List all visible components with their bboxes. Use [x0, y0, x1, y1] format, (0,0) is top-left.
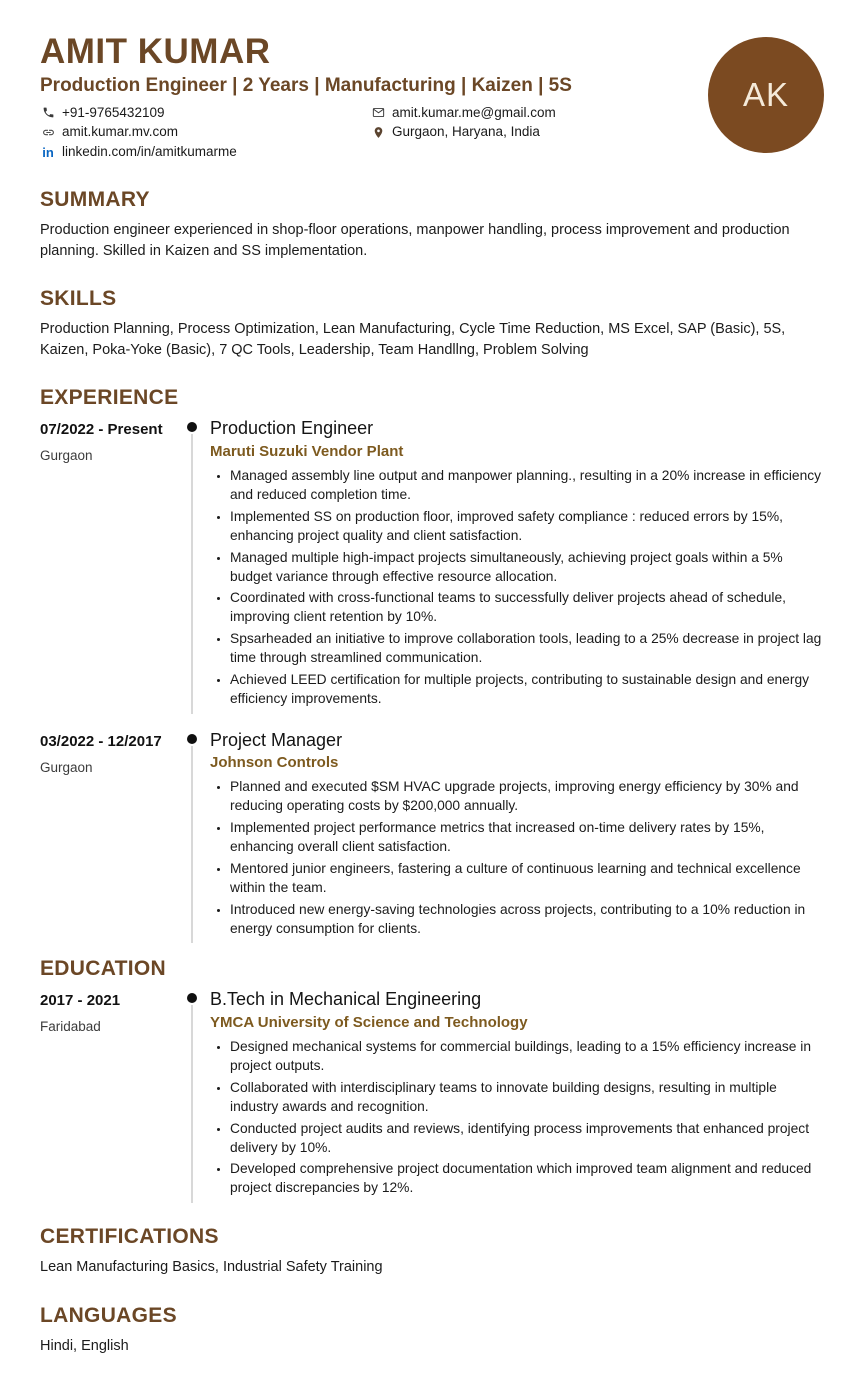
avatar-initials: AK: [742, 76, 790, 113]
section-education: [0, 957, 864, 1207]
timeline: [182, 730, 204, 942]
contacts-column-left: [40, 105, 370, 165]
education-entries: [40, 989, 824, 1207]
person-name: AMIT KUMAR: [40, 32, 271, 71]
section-certifications: [0, 1225, 864, 1278]
experience-entry: [40, 730, 824, 948]
contact-info: [40, 105, 708, 165]
contact-linkedin-text: linkedin.com/in/amitkumarme: [62, 144, 237, 160]
entry-meta: [40, 418, 182, 711]
experience-entry: [40, 418, 824, 729]
bullet: • Introduced new energy-saving technologies across projects, contributing to a 10% reduction in energy consumption for clients.: [230, 901, 824, 939]
skills-heading: SKILLS: [40, 287, 117, 311]
contact-phone-text: +91-9765432109: [62, 104, 165, 120]
contact-location: [370, 124, 708, 141]
job-bullets: [210, 778, 824, 938]
timeline-line: [191, 434, 193, 713]
experience-heading: EXPERIENCE: [40, 386, 179, 410]
timeline-dot: [187, 422, 197, 432]
bullet: • Implemented project performance metrics that increased on-time delivery rates by 15%, enhancing overall client satisfaction.: [230, 819, 824, 857]
contacts-column-right: [370, 105, 708, 165]
entry-body: [204, 418, 824, 711]
company-name: Maruti Suzuki Vendor Plant: [210, 443, 404, 461]
bullet: • Collaborated with interdisciplinary teams to innovate building designs, resulting in multiple industry awards and recognition.: [230, 1079, 824, 1117]
timeline: [182, 418, 204, 711]
timeline-line: [191, 746, 193, 944]
section-summary: [0, 188, 864, 261]
bullet: • Achieved LEED certification for multiple projects, contributing to sustainable design and energy efficiency improvements.: [230, 671, 824, 709]
contact-website-text: amit.kumar.mv.com: [62, 124, 179, 140]
section-experience: [0, 386, 864, 947]
bullet: • Managed assembly line output and manpower planning., resulting in a 20% increase in efficiency and reduced completion time.: [230, 467, 824, 505]
bullet: • Developed comprehensive project documentation which improved team alignment and reduced project discrepancies by 12%.: [230, 1160, 824, 1198]
contact-location-text: Gurgaon, Haryana, India: [392, 124, 540, 140]
bullet: • Coordinated with cross-functional teams to successfully deliver projects ahead of schedule, improving client retention by 10%.: [230, 589, 824, 627]
bullet: • Mentored junior engineers, fastering a culture of continuous learning and technical excellence within the team.: [230, 860, 824, 898]
bullet: • Implemented SS on production floor, improved safety compliance : reduced errors by 15%, enhancing project quality and client satisfaction.: [230, 508, 824, 546]
timeline-line: [191, 1005, 193, 1203]
entry-location: Faridabad: [40, 1019, 101, 1035]
entry-meta: [40, 730, 182, 942]
entry-body: [204, 730, 824, 942]
contact-website[interactable]: [40, 124, 370, 141]
entry-body: [204, 989, 824, 1201]
entry-dates: 07/2022 - Present: [40, 421, 163, 439]
degree-title: B.Tech in Mechanical Engineering: [210, 989, 482, 1010]
contact-linkedin[interactable]: [40, 144, 370, 161]
bullet: • Planned and executed $SM HVAC upgrade projects, improving energy efficiency by 30% and reducing operating costs by $200,000 annually.: [230, 778, 824, 816]
contact-email[interactable]: [370, 105, 708, 122]
header: [0, 34, 864, 164]
location-pin-icon: [370, 126, 386, 140]
experience-entries: [40, 418, 824, 947]
entry-location: Gurgaon: [40, 759, 93, 775]
timeline-dot: [187, 734, 197, 744]
timeline-dot: [187, 993, 197, 1003]
envelope-icon: [370, 106, 386, 120]
company-name: Johnson Controls: [210, 754, 339, 772]
entry-dates: 2017 - 2021: [40, 992, 121, 1010]
languages-body: Hindi, English: [40, 1337, 129, 1354]
bullet: • Managed multiple high-impact projects simultaneously, achieving project goals within a 5% budget variance through effective resource allocation.: [230, 549, 824, 587]
section-skills: [0, 287, 864, 360]
header-identity: [40, 34, 708, 164]
job-title: Project Manager: [210, 729, 343, 750]
bullet: • Conducted project audits and reviews, identifying process improvements that enhanced project delivery by 10%.: [230, 1120, 824, 1158]
job-bullets: [210, 467, 824, 709]
bullet: • Designed mechanical systems for commercial buildings, leading to a 15% efficiency increase in project outputs.: [230, 1038, 824, 1076]
person-headline: Production Engineer | 2 Years | Manufacturing | Kaizen | 5S: [40, 74, 572, 96]
certifications-heading: CERTIFICATIONS: [40, 1225, 219, 1249]
school-name: YMCA University of Science and Technology: [210, 1014, 528, 1032]
entry-dates: 03/2022 - 12/2017: [40, 732, 162, 750]
languages-heading: LANGUAGES: [40, 1303, 177, 1327]
contact-phone[interactable]: [40, 105, 370, 122]
bullet: • Spsarheaded an initiative to improve collaboration tools, leading to a 25% decrease in project lag time through streamlined communication.: [230, 630, 824, 668]
summary-heading: SUMMARY: [40, 188, 150, 212]
entry-location: Gurgaon: [40, 448, 93, 464]
section-languages: [0, 1304, 864, 1357]
skills-body: Production Planning, Process Optimization, Lean Manufacturing, Cycle Time Reduction, MS Excel, SAP (Basic), 5S, Kaizen, Poka-Yoke (Basic), 7 QC Tools, Leadership, Team Handllng, Problem Solving: [40, 321, 786, 358]
contact-email-text: amit.kumar.me@gmail.com: [392, 104, 556, 120]
entry-meta: [40, 989, 182, 1201]
timeline: [182, 989, 204, 1201]
phone-icon: [40, 106, 56, 120]
certifications-body: Lean Manufacturing Basics, Industrial Safety Training: [40, 1259, 383, 1276]
education-entry: [40, 989, 824, 1207]
job-title: Production Engineer: [210, 418, 374, 439]
education-bullets: [210, 1038, 824, 1198]
link-icon: [40, 126, 56, 140]
linkedin-icon: in: [42, 145, 54, 161]
education-heading: EDUCATION: [40, 957, 166, 981]
avatar: [708, 37, 824, 153]
summary-body: Production engineer experienced in shop-floor operations, manpower handling, process improvement and production planning. Skilled in Kaizen and SS implementation.: [40, 222, 790, 259]
